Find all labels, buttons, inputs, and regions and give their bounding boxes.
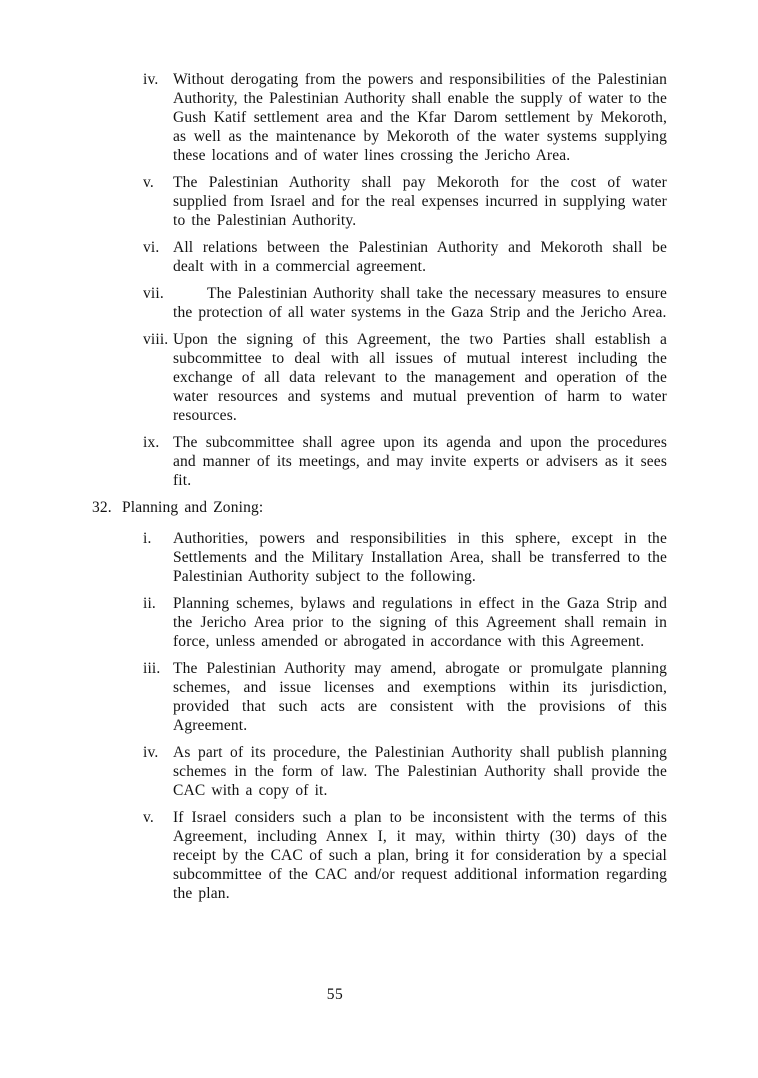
clause-marker: v. [143, 809, 154, 826]
clause-text: Authorities, powers and responsibilities in this sphere, except in the Settlements and the Military Installation Area, shall be transferred to the Palestinian Authority subject to the following. [173, 530, 667, 585]
clause-water-vi [143, 238, 667, 276]
page-number: 55 [326, 986, 344, 1003]
clause-text: Upon the signing of this Agreement, the two Parties shall establish a subcommittee to deal with all issues of mutual interest including the exchange of all data relevant to the management and operation of the water resources and systems and mutual prevention of harm to water resources. [173, 331, 667, 424]
clause-zoning-i [143, 529, 667, 586]
section-32-heading [92, 498, 668, 517]
clause-marker: ix. [143, 434, 160, 451]
clause-marker: iii. [143, 660, 161, 677]
clause-marker: i. [143, 530, 152, 547]
clause-water-ix [143, 433, 667, 490]
clause-water-v [143, 173, 667, 230]
clause-text: The Palestinian Authority may amend, abrogate or promulgate planning schemes, and issue licenses and exemptions within its jurisdiction, provided that such acts are consistent with the provisions of this Agreement. [173, 660, 667, 734]
section-number: 32. [92, 499, 112, 516]
clause-water-iv [143, 70, 667, 165]
clause-zoning-ii [143, 594, 667, 651]
clause-text: If Israel considers such a plan to be inconsistent with the terms of this Agreement, including Annex I, it may, within thirty (30) days of the receipt by the CAC of such a plan, bring it for consideration by a special subcommittee of the CAC and/or request additional information regarding the plan. [173, 809, 667, 902]
section-title: Planning and Zoning: [122, 499, 264, 516]
clause-text: The subcommittee shall agree upon its agenda and upon the procedures and manner of its meetings, and may invite experts or advisers as it sees fit. [173, 434, 667, 489]
clause-marker: ii. [143, 595, 156, 612]
clause-text: As part of its procedure, the Palestinian Authority shall publish planning schemes in the form of law. The Palestinian Authority shall provide the CAC with a copy of it. [173, 744, 667, 799]
clause-text: The Palestinian Authority shall pay Mekoroth for the cost of water supplied from Israel and for the real expenses incurred in supplying water to the Palestinian Authority. [173, 174, 667, 229]
clause-text: The Palestinian Authority shall take the necessary measures to ensure the protection of all water systems in the Gaza Strip and the Jericho Area. [173, 285, 667, 321]
clause-marker: viii. [143, 331, 169, 348]
clause-text: All relations between the Palestinian Authority and Mekoroth shall be dealt with in a commercial agreement. [173, 239, 667, 275]
clause-marker: iv. [143, 744, 159, 761]
clause-marker: v. [143, 174, 154, 191]
clause-zoning-iv [143, 743, 667, 800]
clause-marker: iv. [143, 71, 159, 88]
clause-water-vii [143, 284, 667, 322]
clause-marker: vii. [143, 285, 164, 302]
clause-zoning-v [143, 808, 667, 903]
clause-marker: vi. [143, 239, 160, 256]
clause-zoning-iii [143, 659, 667, 735]
clause-text: Without derogating from the powers and responsibilities of the Palestinian Authority, the Palestinian Authority shall enable the supply of water to the Gush Katif settlement area and the Kfar Darom settlement by Mekoroth, as well as the maintenance by Mekoroth of the water systems supplying these locations and of water lines crossing the Jericho Area. [173, 71, 667, 164]
clause-text: Planning schemes, bylaws and regulations in effect in the Gaza Strip and the Jericho Area prior to the signing of this Agreement shall remain in force, unless amended or abrogated in accordance with this Agreement. [173, 595, 667, 650]
clause-water-viii [143, 330, 667, 425]
